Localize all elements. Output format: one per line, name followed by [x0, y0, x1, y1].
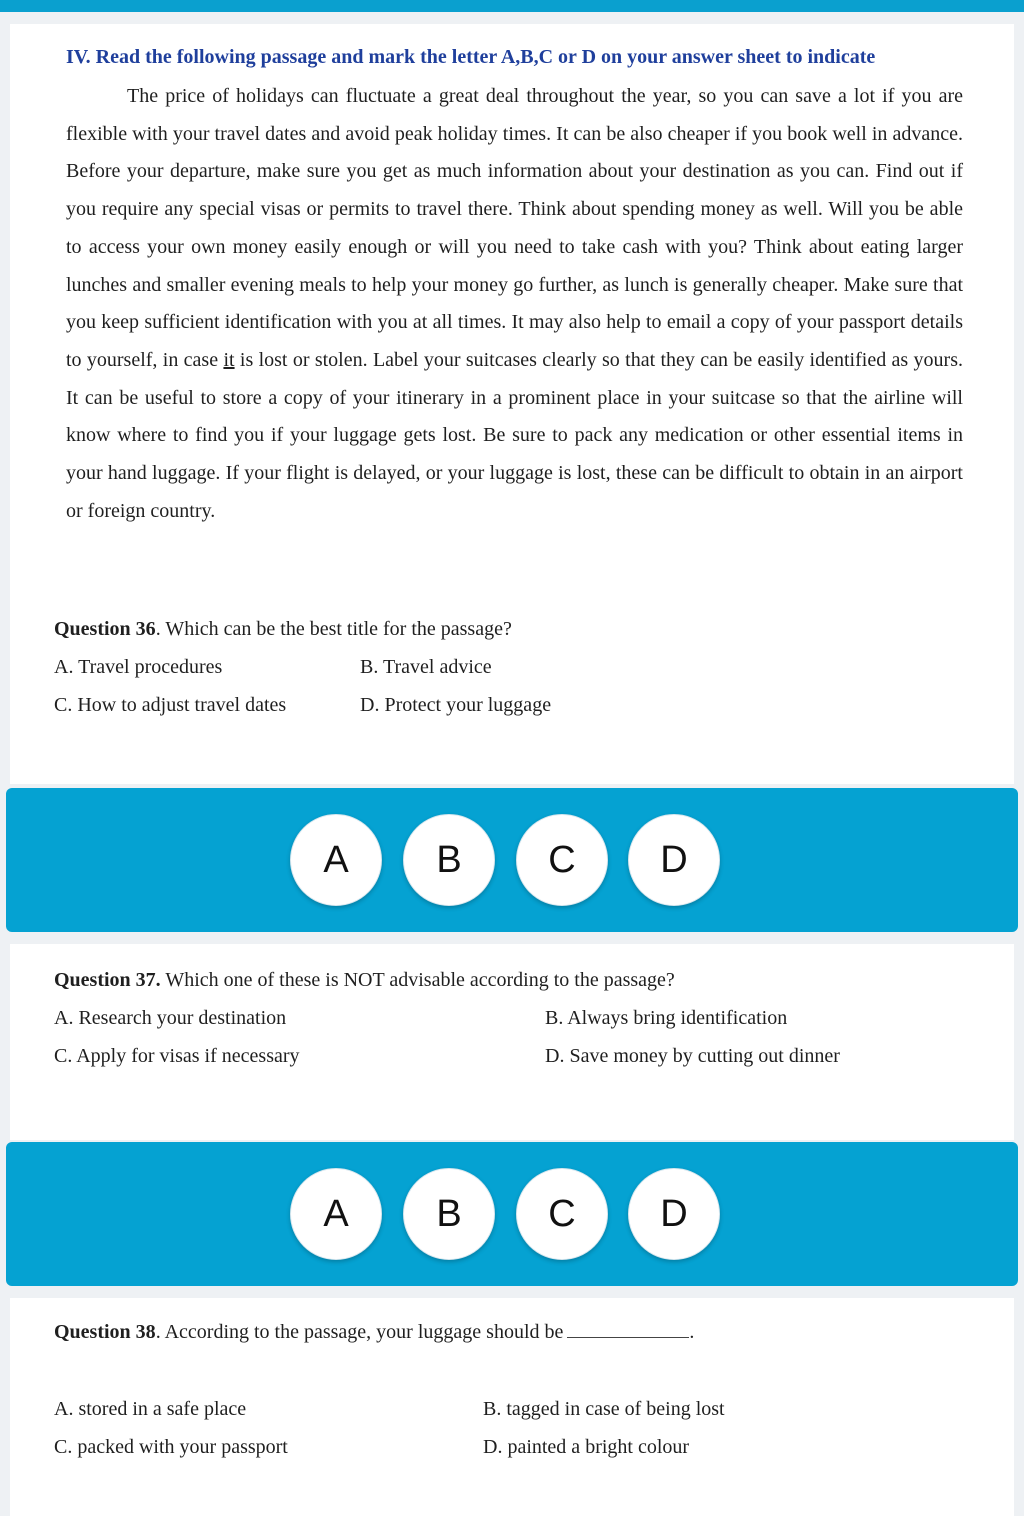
- q36-option-a: A. Travel procedures: [54, 656, 223, 678]
- exercise-heading: IV. Read the following passage and mark the letter A,B,C or D on your answer sheet to indicate: [66, 46, 876, 68]
- passage-underlined-word: it: [223, 348, 235, 371]
- q36-option-d: D. Protect your luggage: [360, 694, 552, 716]
- question-37-text: Which one of these is NOT advisable according to the passage?: [160, 969, 675, 991]
- q36-answer-c-button[interactable]: C: [516, 814, 608, 906]
- question-38-label: Question 38: [54, 1321, 156, 1343]
- question-36: [54, 618, 512, 641]
- question-37: [54, 969, 675, 992]
- question-38-text: . According to the passage, your luggage should be: [155, 1321, 564, 1343]
- q36-option-b: B. Travel advice: [360, 656, 492, 678]
- q37-answer-b-button[interactable]: B: [403, 1168, 495, 1260]
- question-36-label: Question 36: [54, 618, 156, 640]
- q36-option-c: C. How to adjust travel dates: [54, 694, 287, 716]
- question-38-end: .: [689, 1321, 695, 1343]
- question-36-text: . Which can be the best title for the passage?: [155, 618, 512, 640]
- q36-answer-a-button[interactable]: A: [290, 814, 382, 906]
- question-38: [54, 1321, 694, 1344]
- q37-option-a: A. Research your destination: [54, 1007, 287, 1029]
- passage-text-start: The price of holidays can fluctuate a great deal throughout the year, so you can save a lot if you are flexible with your travel dates and avoid peak holiday times. It can be also cheaper if you book well in advance. Before your departure, make sure you get as much information about your destination as you can. Find out if you require any special visas or permits to travel there. Think about spending money as well. Will you be able to access your own money easily enough or will you need to take cash with you? Think about eating larger lunches and smaller evening meals to help your money go further, as lunch is generally cheaper. Make sure that you keep sufficient identification with you at all times. It may also help to email a copy of your passport details to yourself, in case: [66, 85, 963, 371]
- answer-bar-q37: [6, 1142, 1018, 1286]
- question-37-label: Question 37.: [54, 969, 161, 991]
- q37-option-d: D. Save money by cutting out dinner: [545, 1045, 840, 1067]
- top-accent-bar: [0, 0, 1024, 12]
- q37-option-c: C. Apply for visas if necessary: [54, 1045, 300, 1067]
- q38-option-a: A. stored in a safe place: [54, 1398, 247, 1420]
- answer-bar-q36: [6, 788, 1018, 932]
- q38-option-b: B. tagged in case of being lost: [483, 1398, 725, 1420]
- passage-text-end: is lost or stolen. Label your suitcases clearly so that they can be easily identified as yours. It can be useful to store a copy of your itinerary in a prominent place in your suitcase so that the airline will know where to find you if your luggage gets lost. Be sure to pack any medication or other essential items in your hand luggage. If your flight is delayed, or your luggage is lost, these can be difficult to obtain in an airport or foreign country.: [66, 348, 963, 522]
- q38-option-d: D. painted a bright colour: [483, 1436, 690, 1458]
- q37-answer-a-button[interactable]: A: [290, 1168, 382, 1260]
- q36-answer-b-button[interactable]: B: [403, 814, 495, 906]
- q37-answer-c-button[interactable]: C: [516, 1168, 608, 1260]
- answer-blank: [567, 1336, 689, 1338]
- reading-passage: [66, 78, 963, 530]
- q38-option-c: C. packed with your passport: [54, 1436, 288, 1458]
- q37-option-b: B. Always bring identification: [545, 1007, 788, 1029]
- q36-answer-d-button[interactable]: D: [628, 814, 720, 906]
- q37-answer-d-button[interactable]: D: [628, 1168, 720, 1260]
